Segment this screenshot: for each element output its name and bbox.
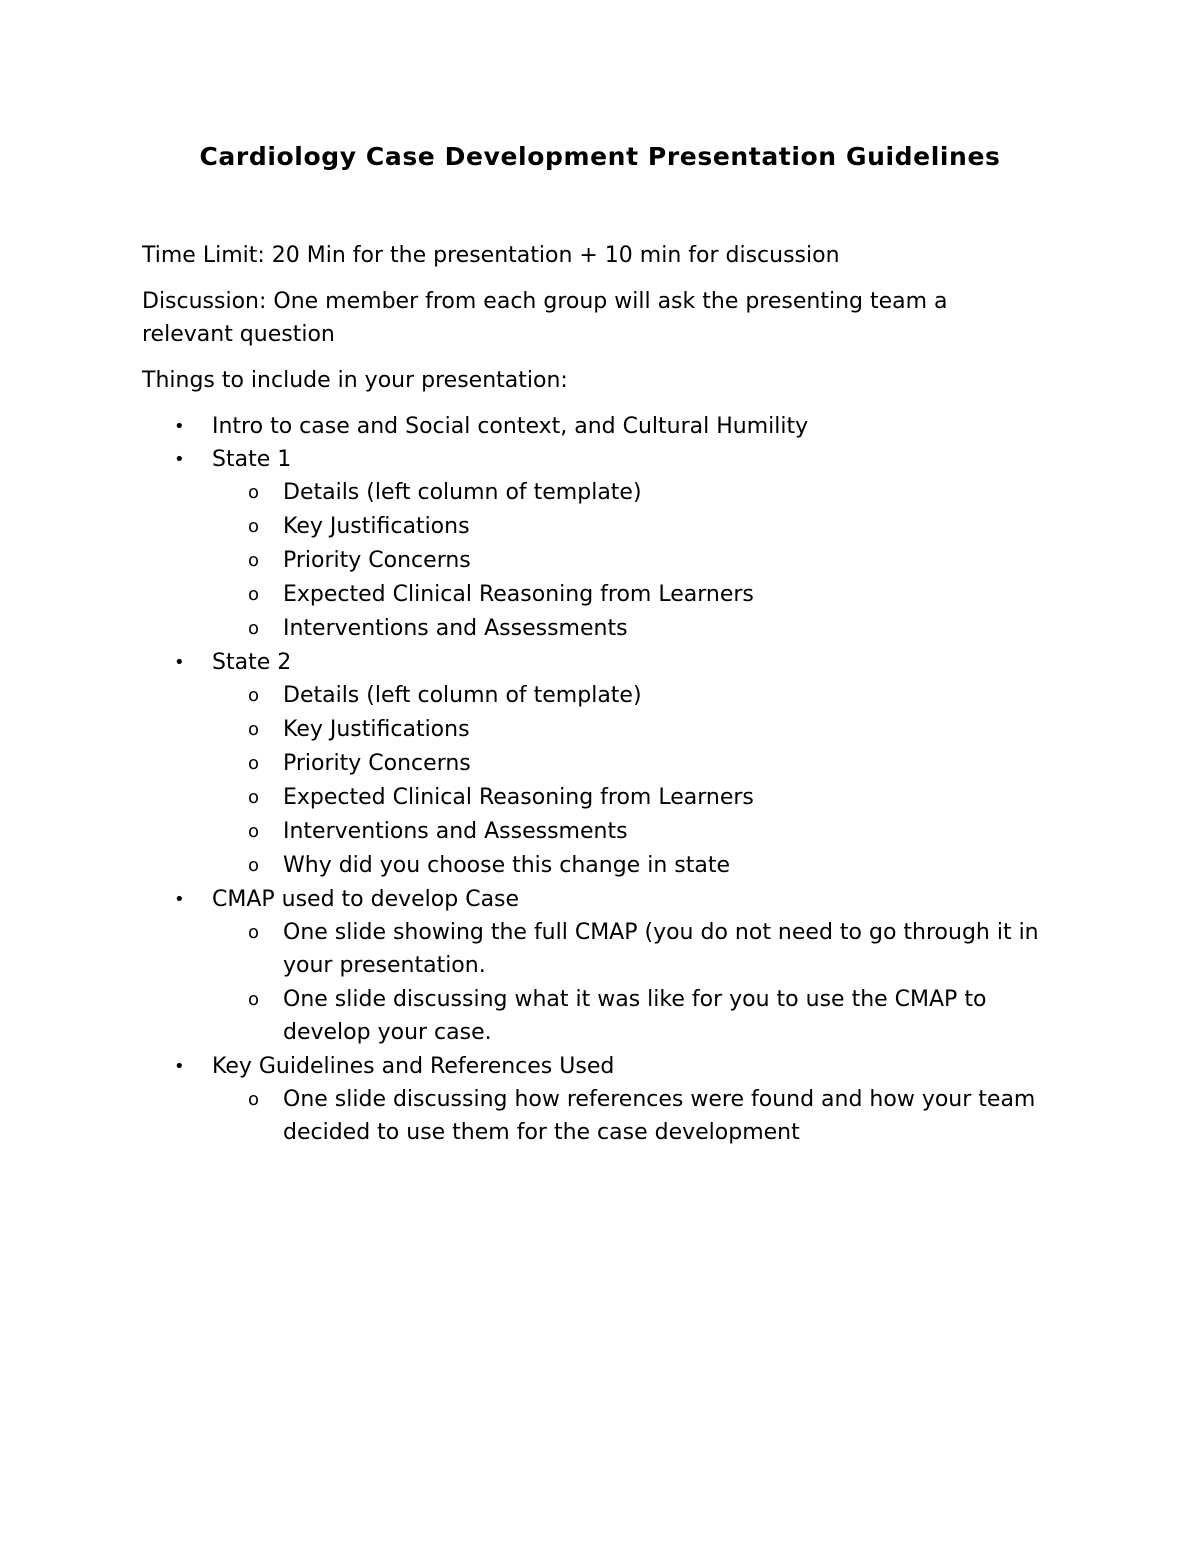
bullet-icon: •	[174, 652, 185, 673]
sublist-item	[212, 747, 1042, 780]
circle-bullet-icon: o	[248, 922, 260, 943]
sublist-item	[212, 781, 1042, 814]
sublist-item-label: Expected Clinical Reasoning from Learners	[283, 785, 754, 810]
sublist-item	[212, 713, 1042, 746]
sublist-item	[212, 916, 1042, 982]
time-limit-paragraph: Time Limit: 20 Min for the presentation + 10 min for discussion	[142, 243, 840, 268]
circle-bullet-icon: o	[248, 821, 260, 842]
cmap-sublist	[212, 916, 1042, 1049]
circle-bullet-icon: o	[248, 516, 260, 537]
list-item-intro	[142, 410, 1042, 443]
sublist-item-label: Interventions and Assessments	[283, 819, 628, 844]
bullet-icon: •	[174, 889, 185, 910]
circle-bullet-icon: o	[248, 753, 260, 774]
bullet-icon: •	[174, 416, 185, 437]
list-item-state-2	[142, 646, 1042, 882]
list-item-state-1	[142, 443, 1042, 645]
sublist-item	[212, 578, 1042, 611]
sublist-item	[212, 612, 1042, 645]
sublist-item-label: Details (left column of template)	[283, 480, 642, 505]
state-2-sublist	[212, 679, 1042, 882]
circle-bullet-icon: o	[248, 550, 260, 571]
sublist-item	[212, 544, 1042, 577]
list-item-label: State 1	[212, 447, 292, 472]
guidelines-sublist	[212, 1083, 1042, 1149]
sublist-item	[212, 983, 1042, 1049]
sublist-item-label: Priority Concerns	[283, 548, 471, 573]
circle-bullet-icon: o	[248, 787, 260, 808]
circle-bullet-icon: o	[248, 584, 260, 605]
discussion-paragraph: Discussion: One member from each group will ask the presenting team a relevant question	[142, 289, 948, 347]
bullet-icon: •	[174, 1056, 185, 1077]
circle-bullet-icon: o	[248, 482, 260, 503]
sublist-item	[212, 849, 1042, 882]
state-1-sublist	[212, 476, 1042, 645]
sublist-item-label: Interventions and Assessments	[283, 616, 628, 641]
document-body	[142, 239, 1042, 1150]
sublist-item	[212, 679, 1042, 712]
things-to-include-paragraph: Things to include in your presentation:	[142, 368, 568, 393]
circle-bullet-icon: o	[248, 618, 260, 639]
include-list	[142, 410, 1042, 1149]
sublist-item-label: Expected Clinical Reasoning from Learners	[283, 582, 754, 607]
sublist-item-label: One slide discussing what it was like for you to use the CMAP to develop your case.	[283, 987, 987, 1045]
sublist-item-label: Why did you choose this change in state	[283, 853, 730, 878]
circle-bullet-icon: o	[248, 989, 260, 1010]
list-item-cmap	[142, 883, 1042, 1049]
sublist-item-label: Priority Concerns	[283, 751, 471, 776]
bullet-icon: •	[174, 449, 185, 470]
circle-bullet-icon: o	[248, 719, 260, 740]
sublist-item-label: Details (left column of template)	[283, 683, 642, 708]
circle-bullet-icon: o	[248, 685, 260, 706]
sublist-item-label: Key Justifications	[283, 514, 470, 539]
sublist-item	[212, 476, 1042, 509]
sublist-item-label: Key Justifications	[283, 717, 470, 742]
circle-bullet-icon: o	[248, 855, 260, 876]
list-item-label: Intro to case and Social context, and Cultural Humility	[212, 414, 809, 439]
sublist-item	[212, 510, 1042, 543]
list-item-label: State 2	[212, 650, 292, 675]
list-item-label: CMAP used to develop Case	[212, 887, 520, 912]
circle-bullet-icon: o	[248, 1089, 260, 1110]
sublist-item-label: One slide showing the full CMAP (you do not need to go through it in your presentation.	[283, 920, 1039, 978]
sublist-item	[212, 815, 1042, 848]
sublist-item	[212, 1083, 1042, 1149]
sublist-item-label: One slide discussing how references were found and how your team decided to use them for the case development	[283, 1087, 1036, 1145]
document-title: Cardiology Case Development Presentation Guidelines	[199, 142, 1001, 171]
list-item-label: Key Guidelines and References Used	[212, 1054, 615, 1079]
list-item-guidelines	[142, 1050, 1042, 1149]
